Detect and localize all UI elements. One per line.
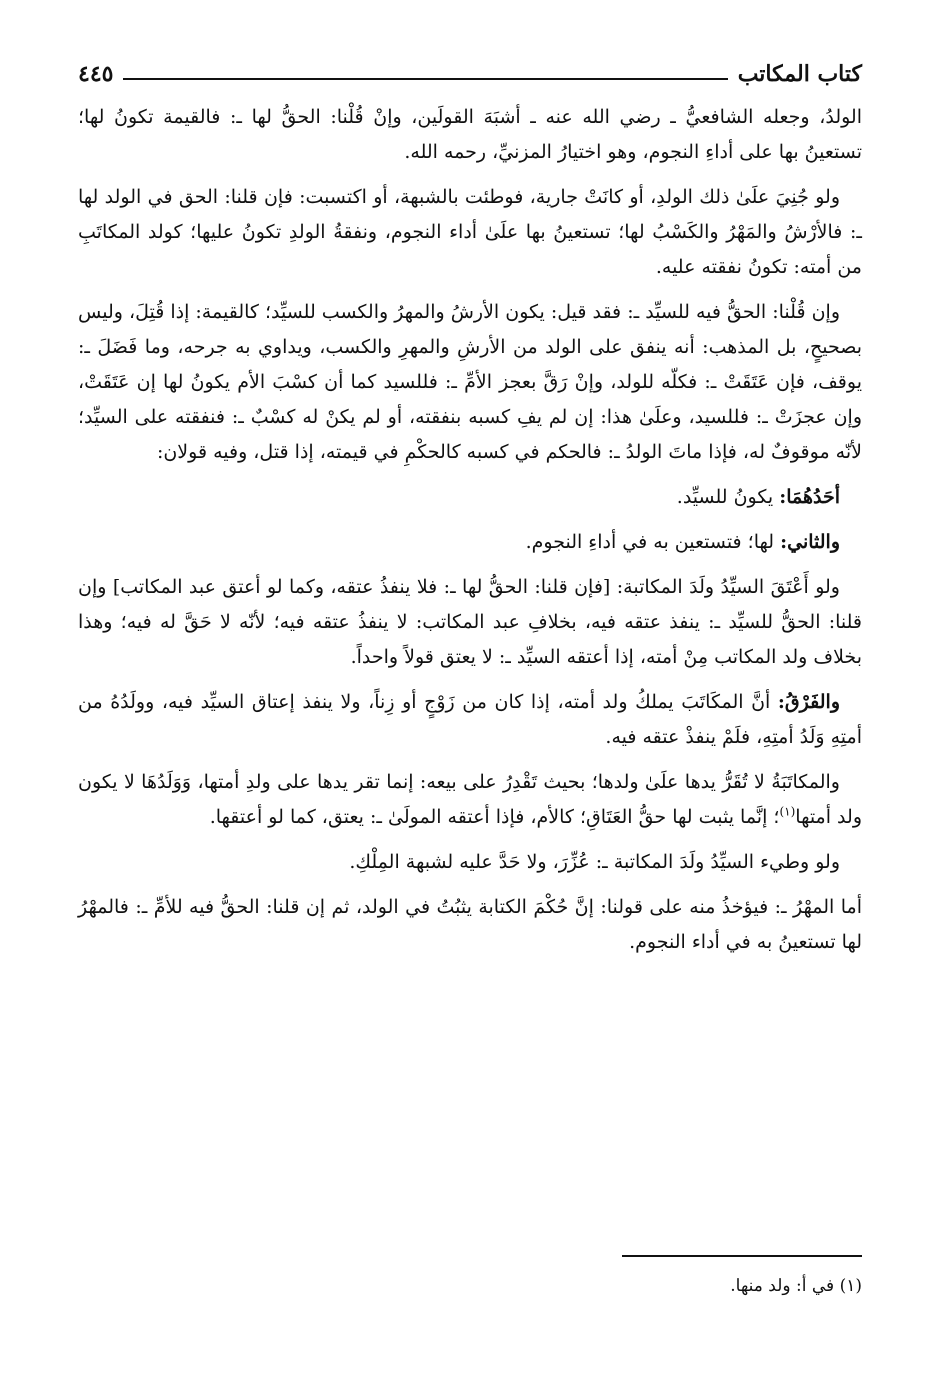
paragraph-text: ولو أَعْتَقَ السيِّدُ ولَدَ المكاتبة: [فإن قلنا: الحقُّ لها ـ: فلا ينفذُ عتقه، وكما لو أعتق عبد المكاتب] وإن قلنا: الحقُّ للسيِّد ـ: ينفذ عتقه فيه، بخلافِ عبد المكاتب: لا ينفذُ عتقه فيه؛ لأنّه لا حَقَّ له فيه؛ وهذا بخلاف ولد المكاتب مِنْ أمته، إذا أعتقه السيِّد ـ: لا يعتق قولاً واحداً. <box>78 576 862 668</box>
footnote-text: (١) في أ: ولد منها. <box>730 1276 862 1296</box>
paragraph <box>78 765 862 835</box>
paragraph-text: الولدُ، وجعله الشافعيُّ ـ رضي الله عنه ـ أشبَهَ القولَين، وإنْ قُلْنا: الحقُّ لها ـ: فالقيمة تكونُ لها؛ تستعينُ بها على أداءِ النجوم، وهو اختيارُ المزنيِّ، رحمه الله. <box>78 106 862 163</box>
paragraph <box>78 845 862 880</box>
paragraph-text: ولو وطيء السيِّدُ ولَدَ المكاتبة ـ: عُزِّرَ، ولا حَدَّ عليه لشبهة المِلْكِ. <box>349 851 840 873</box>
paragraph-text: أما المهْرُ ـ: فيؤخذُ منه على قولنا: إنَّ حُكْمَ الكتابة يثبُتُ في الولد، ثم إن قلنا: الحقُّ فيه للأمِّ ـ: فالمهْرُ لها تستعينُ به في أداء النجوم. <box>78 896 862 953</box>
book-title: كتاب المكاتب <box>737 61 862 87</box>
page-number: ٤٤٥ <box>78 61 114 87</box>
paragraph-text: يكونُ للسيِّد. <box>676 486 780 508</box>
paragraph <box>78 480 862 515</box>
paragraph-lead: والفَرْقُ: <box>777 691 840 713</box>
paragraph-text: وإن قُلْنا: الحقُّ فيه للسيِّد ـ: فقد قيل: يكون الأرشُ والمهرُ والكسب للسيِّد؛ كالقيمة: إذا قُتِلَ، وليس بصحيحٍ، بل المذهب: أنه ينفق على الولد من الأرشِ والمهرِ والكسب، ويداوي به جرحه، وما فَضَلَ ـ: يوقف، فإن عَتَقَتْ ـ: فكلّه للولد، وإنْ رَقَّ بعجز الأمِّ ـ: فللسيد كما أن كسْبَ الأم يكونُ لها إن عَتَقَتْ، وإن عجزَتْ ـ: فللسيد، وعلَىٰ هذا: إن لم يفِ كسبه بنفقته، أو لم يكنْ له كسْبٌ ـ: فنفقته على السيِّد؛ لأنّه موقوفٌ له، فإذا ماتَ الولدُ ـ: فالحكم في كسبه كالحكْمِ في قيمته، إذا قتل، وفيه قولان: <box>78 301 862 463</box>
paragraph-text: والمكاتَبَةُ لا تُقَرُّ يدها علَىٰ ولدها؛ بحيث تَقْدِرُ على بيعه: إنما تقر يدها على ولدِ أمتها، وَوَلَدُهَا لا يكون ولد أمتها <box>78 771 862 828</box>
paragraph <box>78 295 862 470</box>
paragraph-text: لها؛ فتستعين به في أداءِ النجوم. <box>525 531 781 553</box>
footnote-rule <box>622 1255 862 1257</box>
running-header <box>78 56 862 92</box>
paragraph <box>78 570 862 675</box>
paragraph-text: ولو جُنِيَ علَىٰ ذلك الولدِ، أو كانَتْ جارية، فوطئت بالشبهة، أو اكتسبت: فإن قلنا: الحق في الولد لها ـ: فالأرْشُ والمَهْرُ والكَسْبُ لها؛ تستعينُ بها علَىٰ أداء النجوم، ونفقةُ الولدِ تكونُ عليها؛ كولد المكاتَبِ من أمته: تكونُ نفقته عليه. <box>78 186 862 278</box>
paragraph <box>78 890 862 960</box>
footnote-reference[interactable]: (١) <box>779 804 796 819</box>
paragraph-text: أنَّ المكَاتَبَ يملكُ ولد أمته، إذا كان من زَوْجٍ أو زِناً، ولا ينفذ إعتاق السيِّد فيه، وولَدُهُ من أمتِهِ وَلَدُ أمتِهِ، فلَمْ ينفذْ عتقه فيه. <box>78 691 862 748</box>
paragraph <box>78 685 862 755</box>
main-text <box>78 100 862 970</box>
paragraph-lead: أحَدُهُمَا: <box>779 486 840 508</box>
paragraph-lead: والثاني: <box>780 531 840 553</box>
paragraph <box>78 100 862 170</box>
paragraph-text: ؛ إنَّما يثبت لها حقُّ العَتَاقِ؛ كالأم، فإذا أعتقه المولَىٰ ـ: يعتق، كما لو أعتقها. <box>209 806 780 828</box>
footnote <box>78 1272 862 1300</box>
header-rule <box>123 78 727 80</box>
paragraph <box>78 180 862 285</box>
paragraph <box>78 525 862 560</box>
